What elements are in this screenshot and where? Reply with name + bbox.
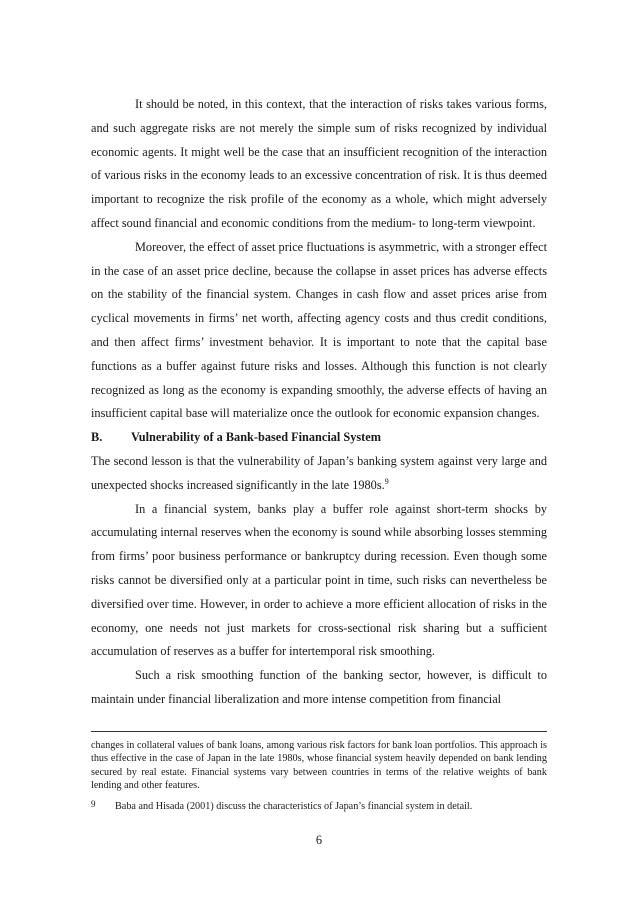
section-heading (91, 426, 547, 450)
page-number: 6 (315, 833, 323, 847)
paragraph: Moreover, the effect of asset price fluctuations is asymmetric, with a stronger effect in the case of an asset price decline, because the collapse in asset prices has adverse effects on the stability of the financial system. Changes in cash flow and asset prices arise from cyclical movements in firms’ net worth, affecting agency costs and thus credit conditions, and then affect firms’ investment behavior. It is important to note that the capital base functions as a buffer against future risks and losses. Although this function is not clearly recognized as long as the economy is expanding smoothly, the adverse effects of having an insufficient capital base will materialize once the outlook for economic expansion changes. (91, 239, 547, 421)
paragraph: Such a risk smoothing function of the banking sector, however, is difficult to maintain under financial liberalization and more intense competition from financial (91, 668, 547, 706)
footnote-text: Baba and Hisada (2001) discuss the characteristics of Japan’s financial system in detail. (115, 800, 473, 812)
paragraph: In a financial system, banks play a buffer role against short-term shocks by accumulating internal reserves when the economy is sound while absorbing losses stemming from firms’ poor business performance or bankruptcy during recession. Even though some risks cannot be diversified only at a particular point in time, such risks can nevertheless be diversified over time. However, in order to achieve a more efficient allocation of risks in the economy, one needs not just markets for cross-sectional risk sharing but a sufficient accumulation of reserves as a buffer for intertemporal risk smoothing. (91, 501, 547, 659)
footnote-divider (91, 731, 547, 732)
paragraph: It should be noted, in this context, that the interaction of risks takes various forms, and such aggregate risks are not merely the simple sum of risks recognized by individual economic agents. It might well be the case that an insufficient recognition of the interaction of various risks in the economy leads to an excessive concentration of risk. It is thus deemed important to recognize the risk profile of the economy as a whole, which might adversely affect sound financial and economic conditions from the medium- to long-term viewpoint. (91, 97, 547, 230)
main-text (91, 93, 547, 712)
paragraph-text: The second lesson is that the vulnerability of Japan’s banking system against very large and unexpected shocks increased significantly in the late 1980s. (91, 453, 547, 492)
footnote-number: 9 (91, 798, 96, 809)
footnote-reference: 9 (384, 476, 389, 486)
footnotes (91, 739, 547, 813)
footnote-9 (91, 800, 547, 813)
section-title: Vulnerability of a Bank-based Financial System (131, 430, 381, 445)
section-letter: B. (91, 430, 103, 445)
footnote-continued: changes in collateral values of bank loans, among various risk factors for bank loan portfolios. This approach is thus effective in the case of Japan in the late 1980s, whose financial system heavily depended on bank lending secured by real estate. Financial systems vary between countries in terms of the relative weights of bank lending and other features. (91, 740, 547, 792)
paragraph (91, 450, 547, 498)
